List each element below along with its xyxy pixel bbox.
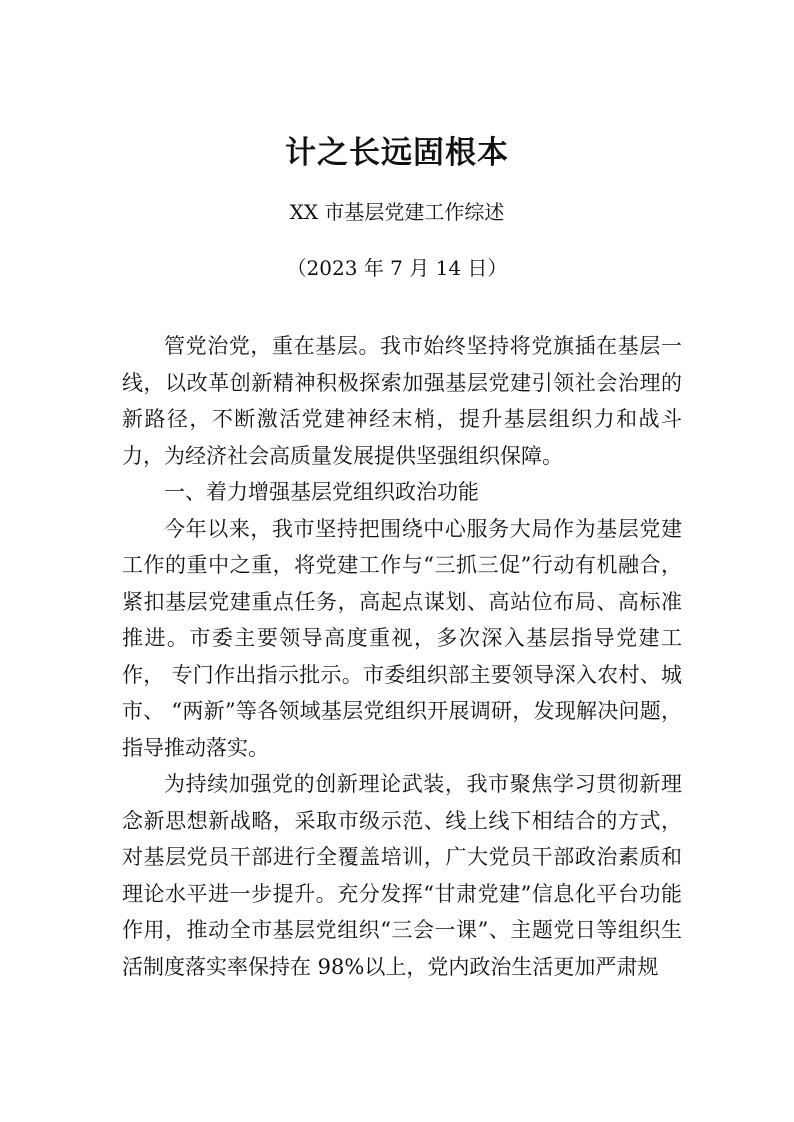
- document-subtitle: XX 市基层党建工作综述: [289, 200, 505, 224]
- section-heading-1: 一、着力增强基层党组织政治功能: [164, 480, 479, 504]
- document-title: 计之长远固根本: [285, 135, 509, 171]
- paragraph-section-1-a: 今年以来，我市坚持把围绕中心服务大局作为基层党建工作的重中之重，将党建工作与“三抓三促”行动有机融合，紧扣基层党建重点任务，高起点谋划、高站位布局、高标准推进。市委主要领导高度重视，多次深入基层指导党建工作， 专门作出指示批示。市委组织部主要领导深入农村、城市、 “两新”等各领域基层党组织开展调研，发现解决问题，指导推动落实。: [122, 516, 682, 760]
- document-date: （2023 年 7 月 14 日）: [286, 256, 508, 280]
- paragraph-intro: 管党治党，重在基层。我市始终坚持将党旗插在基层一线，以改革创新精神积极探索加强基层党建引领社会治理的新路径，不断激活党建神经末梢，提升基层组织力和战斗力，为经济社会高质量发展提供坚强组织保障。: [122, 334, 682, 468]
- document-body: [122, 328, 682, 985]
- paragraph-section-1-b: 为持续加强党的创新理论武装，我市聚焦学习贯彻新理念新思想新战略，采取市级示范、线上线下相结合的方式， 对基层党员干部进行全覆盖培训，广大党员干部政治素质和理论水平进一步提升。充分发挥“甘肃党建”信息化平台功能作用，推动全市基层党组织“三会一课”、主题党日等组织生活制度落实率保持在 98%以上，党内政治生活更加严肃规: [122, 772, 682, 979]
